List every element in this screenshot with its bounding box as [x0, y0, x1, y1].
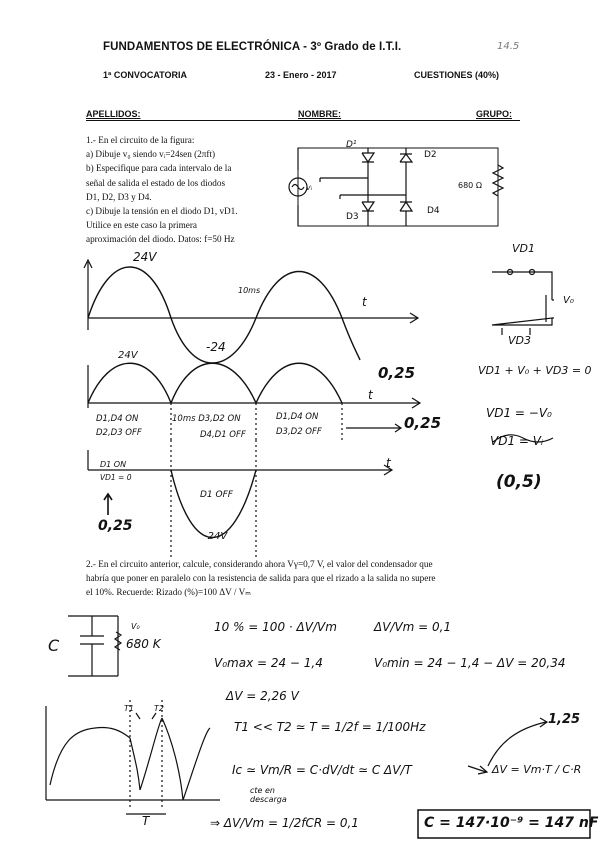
cap-c-label: C — [48, 636, 60, 655]
seg3-on: D1,D4 ON — [276, 412, 319, 422]
convocatoria-label: 1ª CONVOCATORIA — [103, 70, 188, 80]
calc-vomin: V₀min = 24 − 1,4 − ΔV = 20,34 — [374, 656, 566, 670]
seg3-off: D3,D2 OFF — [276, 427, 322, 437]
calc-delta-v: ΔV = 2,26 V — [226, 689, 299, 703]
calc-vomax: V₀max = 24 − 1,4 — [214, 656, 323, 670]
score-3: 0,25 — [98, 518, 133, 534]
q1-line: 1.- En el circuito de la figura: — [86, 135, 195, 145]
score-4: (0,5) — [496, 472, 542, 492]
d1-off-label: D1 OFF — [200, 490, 233, 500]
grupo-field: GRUPO: — [476, 109, 512, 119]
cap-vo-label: V₀ — [131, 622, 140, 631]
q1-line: c) Dibuje la tensión en el diodo D1, vD1. — [86, 206, 238, 217]
vd1-waveform-plot — [88, 440, 392, 560]
cap-r-label: 680 K — [126, 637, 161, 651]
input-waveform-plot — [84, 260, 418, 363]
d3-diode — [362, 195, 374, 226]
vd1-curve — [171, 470, 256, 538]
ripple-period: T — [142, 814, 150, 828]
q1-line: aproximación del diodo. Datos: f=50 Hz — [86, 234, 235, 245]
vd1-loop-label: VD1 — [512, 242, 535, 255]
q1-line: b) Especifique para cada intervalo de la — [86, 163, 232, 174]
load-label: 680 Ω — [458, 181, 482, 190]
section-label: CUESTIONES (40%) — [414, 70, 500, 80]
nombre-field: NOMBRE: — [298, 109, 341, 119]
neg-in-label: -24 — [206, 340, 226, 354]
score-arrow — [488, 718, 547, 766]
exam-date: 23 - Enero - 2017 — [265, 70, 337, 80]
d3-label: D3 — [346, 212, 359, 222]
vd1-eq-vo: VD1 = −V₀ — [486, 406, 552, 420]
t-axis-3: t — [386, 456, 391, 470]
exam-title: FUNDAMENTOS DE ELECTRÓNICA - 3º Grado de I.T.I. — [103, 41, 402, 53]
ripple-implies-arrow — [468, 766, 487, 774]
calc-ripple-ratio: ΔV/Vm = 0,1 — [374, 620, 452, 634]
q1-line: a) Dibuje v₀ siendo vᵢ=24sen (2πft) — [86, 149, 216, 160]
source-label: vᵢ — [306, 183, 313, 192]
seg2-on: 10ms D3,D2 ON — [172, 414, 241, 424]
peak-in-label: 24V — [133, 250, 157, 264]
rc-sketch — [65, 614, 121, 676]
d4-label: D4 — [427, 206, 440, 216]
grade-scribble: 14.5 — [497, 41, 520, 52]
neg24-label: -24V — [204, 531, 228, 542]
tick-10ms-label: 10ms — [238, 286, 261, 295]
rectified-output — [88, 363, 342, 403]
q2-line: habría que poner en paralelo con la resistencia de salida para que el rizado a la salida no supere — [86, 573, 436, 584]
vd1-eq-vi: VD1 = Vᵢ — [490, 434, 544, 448]
q2-line: 2.- En el circuito anterior, calcule, considerando ahora Vγ=0,7 V, el valor del condensador que — [86, 559, 433, 569]
vd3-loop-label: VD3 — [508, 334, 531, 347]
calc-period: T1 << T2 ≃ T = 1/2f = 1/100Hz — [234, 720, 426, 734]
q1-line: señal de salida el estado de los diodos — [86, 177, 226, 188]
ripple-sketch — [46, 700, 220, 814]
ripple-t2: T2 — [154, 704, 164, 713]
question-2-text — [86, 557, 556, 600]
vd1-zero-label: VD1 = 0 — [100, 473, 132, 482]
score-5: 1,25 — [548, 712, 581, 727]
ripple-t1: T1 — [124, 704, 134, 713]
t-axis-2: t — [368, 388, 373, 402]
score-2: 0,25 — [404, 414, 442, 432]
kvl-equation: VD1 + V₀ + VD3 = 0 — [478, 364, 592, 377]
d2-diode — [400, 148, 412, 178]
t-axis-1: t — [362, 295, 367, 309]
apellidos-field: APELLIDOS: — [86, 109, 141, 119]
d1-on-label: D1 ON — [100, 460, 127, 469]
final-answer: C = 147·10⁻⁹ = 147 nF — [424, 815, 599, 831]
score-1: 0,25 — [378, 364, 416, 382]
d1-diode — [362, 148, 374, 178]
d1-label: D¹ — [346, 140, 357, 150]
peak-out-label: 24V — [118, 350, 138, 361]
calc-discharge: Ic ≃ Vm/R = C·dV/dt ≃ C ΔV/T — [232, 763, 412, 777]
seg1-on: D1,D4 ON — [96, 414, 139, 424]
q1-line: Utilice en este caso la primera — [86, 220, 197, 231]
q2-line: el 10%. Recuerde: Rizado (%)=100 ΔV / Vₘ — [86, 587, 251, 598]
calc-capacitance: ⇒ ΔV/Vm = 1/2fCR = 0,1 — [210, 816, 359, 830]
d4-diode — [400, 195, 412, 226]
calc-ripple-def: 10 % = 100 · ΔV/Vm — [214, 620, 337, 634]
vo-loop-label: V₀ — [563, 295, 574, 306]
seg2-off: D4,D1 OFF — [200, 430, 246, 440]
note-constant-discharge: cte en descarga — [250, 786, 287, 804]
seg1-off: D2,D3 OFF — [96, 428, 142, 438]
d2-label: D2 — [424, 150, 437, 160]
q1-line: D1, D2, D3 y D4. — [86, 191, 152, 202]
calc-dv-formula: ΔV = Vm·T / C·R — [492, 763, 582, 776]
